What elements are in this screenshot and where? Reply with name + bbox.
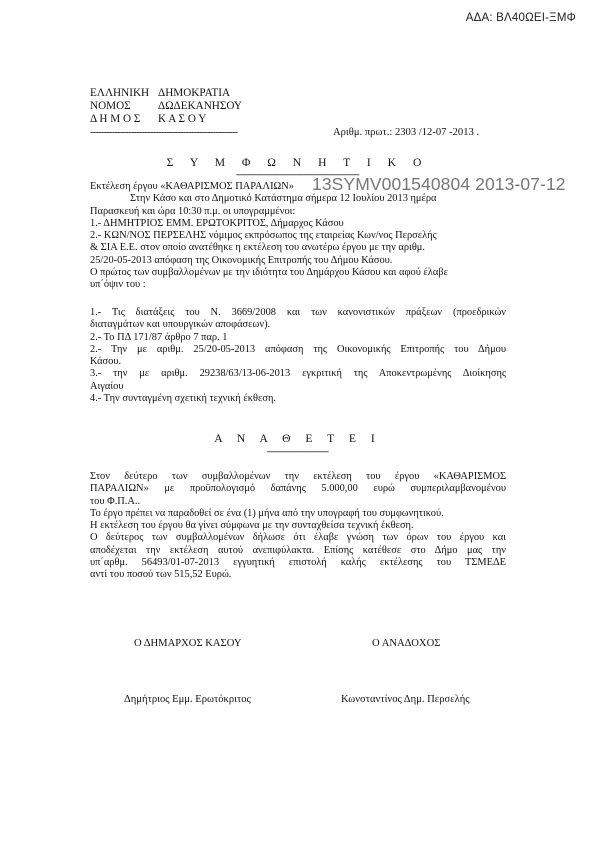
list-item: διαταγμάτων και υπουργικών αποφάσεων).	[90, 319, 271, 331]
registration-stamp: 13SYMV001540804 2013-07-12	[312, 174, 566, 194]
letterhead-line-3	[90, 113, 206, 125]
assignment-line-6: Ο δεύτερος των συμβαλλομένων δήλωσε ότι έλαβε γνώση των όρων του έργου και	[90, 532, 506, 544]
ada-code: ΑΔΑ: ΒΛ40ΩΕΙ-ΞΜΦ	[465, 12, 576, 24]
assignment-line-5: Η εκτέλεση του έργου θα γίνει σύμφωνα με την συνταχθείσα τεχνική έκθεση.	[90, 520, 414, 531]
party-2-line-3: 25/20-05-2013 απόφαση της Οικονομικής Επιτροπής του Δήμου Κάσου.	[90, 254, 393, 266]
considering-line-1: Ο πρώτος των συμβαλλομένων με την ιδιότητα του Δημάρχου Κάσου και αφού έλαβε	[90, 266, 448, 278]
signature-mayor-name: Δημήτριος Εμμ. Ερωτόκριτος	[124, 694, 251, 705]
assignment-line-1: Στον δεύτερο των συμβαλλομένων την εκτέλεση του έργου «ΚΑΘΑΡΙΣΜΟΣ	[90, 471, 506, 482]
signature-contractor-name: Κωνσταντίνος Δημ. Περσελής	[341, 694, 470, 705]
list-item: 2.- Την με αριθμ. 25/20-05-2013 απόφαση της Οικονομικής Επιτροπής του Δήμου	[90, 343, 506, 355]
party-2-line-2: & ΣΙΑ Ε.Ε. στον οποίο ανατέθηκε η εκτέλεση του ανωτέρω έργου με την αριθμ.	[90, 242, 425, 254]
intro-line-2: Παρασκευή και ώρα 10:30 π.μ. οι υπογραμμένοι:	[90, 205, 296, 217]
assignment-line-4: Το έργο πρέπει να παραδοθεί σε ένα (1) μήνα από την υπογραφή του συμφωνητικού.	[90, 507, 444, 519]
signature-mayor-title: Ο ΔΗΜΑΡΧΟΣ ΚΑΣΟΥ	[134, 638, 242, 649]
intro-line-1: Στην Κάσο και στο Δημοτικό Κατάστημα σήμερα 12 Ιουλίου 2013 ημέρα	[130, 193, 437, 205]
assignment-line-7: αποδέχεται την εκτέλεση αυτού ανεπιφύλακτα. Επίσης κατέθεσε στο Δήμο μας την	[90, 544, 506, 556]
party-1: 1.- ΔΗΜΗΤΡΙΟΣ ΕΜΜ. ΕΡΩΤΟΚΡΙΤΟΣ, Δήμαρχος Κάσου	[90, 217, 344, 229]
assignment-section	[90, 471, 506, 581]
letterhead-municipality: Κ Α Σ Ο Υ	[158, 113, 207, 125]
letterhead-democracy: ΔΗΜΟΚΡΑΤΙΑ	[158, 87, 231, 99]
assignment-line-9: αντί του ποσού των 515,52 Ευρώ.	[90, 569, 232, 580]
list-item: 2.- Το ΠΔ 171/87 άρθρο 7 παρ. 1	[90, 331, 228, 343]
considering-line-2: υπ΄όψιν του :	[90, 279, 146, 290]
execution-line: Εκτέλεση έργου «ΚΑΘΑΡΙΣΜΟΣ ΠΑΡΑΛΙΩΝ»	[90, 181, 294, 192]
party-2-line-1: 2.- ΚΩΝ/ΝΟΣ ΠΕΡΣΕΛΗΣ νόμιμος εκπρόσωπος της εταιρείας Κων/νος Περσελής	[90, 230, 437, 241]
letterhead-line-2	[90, 100, 242, 112]
letterhead-prefecture-label: ΝΟΜΟΣ	[90, 100, 131, 112]
considerations-list	[90, 307, 506, 405]
assignment-line-8: υπ΄αρθμ. 56493/01-07-2013 εγγυητική επιστολή καλής εκτέλεσης του ΤΣΜΕΔΕ	[90, 556, 506, 568]
title-underline: --------------------------------------------------------	[235, 169, 360, 179]
body-section-parties	[90, 181, 506, 291]
assignment-line-3: του Φ.Π.Α..	[90, 495, 141, 507]
signature-contractor-title: Ο ΑΝΑΔΟΧΟΣ	[372, 638, 441, 649]
list-item: Αιγαίου	[90, 380, 124, 392]
assignment-line-2: ΠΑΡΑΛΙΩΝ» με προϋπολογισμό δαπάνης 5.000,00 ευρώ συμπεριλαμβανομένου	[90, 483, 506, 495]
letterhead-prefecture: ΔΩΔΕΚΑΝΗΣΟΥ	[158, 100, 242, 112]
protocol-number: Αριθμ. πρωτ.: 2303 /12-07 -2013 .	[333, 127, 480, 138]
list-item: 1.- Τις διατάξεις του Ν. 3669/2008 και των κανονιστικών πράξεων (προεδρικών	[90, 307, 506, 318]
list-item: 4.- Την συνταγμένη σχετική τεχνική έκθεση.	[90, 392, 276, 404]
list-item: 3.- την με αριθμ. 29238/63/13-06-2013 εγκριτική της Αποκεντρωμένης Διοίκησης	[90, 368, 506, 380]
letterhead-separator: ------------------------------------------------------	[90, 127, 238, 138]
letterhead-line-1	[90, 87, 230, 99]
letterhead-country: ΕΛΛΗΝΙΚΗ	[90, 87, 150, 99]
document-title: Σ Υ Μ Φ Ω Ν Η Τ Ι Κ Ο	[166, 156, 429, 169]
list-item: Κάσου.	[90, 356, 122, 367]
assigns-underline: ----------------------------	[266, 446, 329, 456]
letterhead-municipality-label: Δ Η Μ Ο Σ	[90, 113, 141, 125]
assigns-title: Α Ν Α Θ Ε Τ Ε Ι	[214, 432, 381, 445]
